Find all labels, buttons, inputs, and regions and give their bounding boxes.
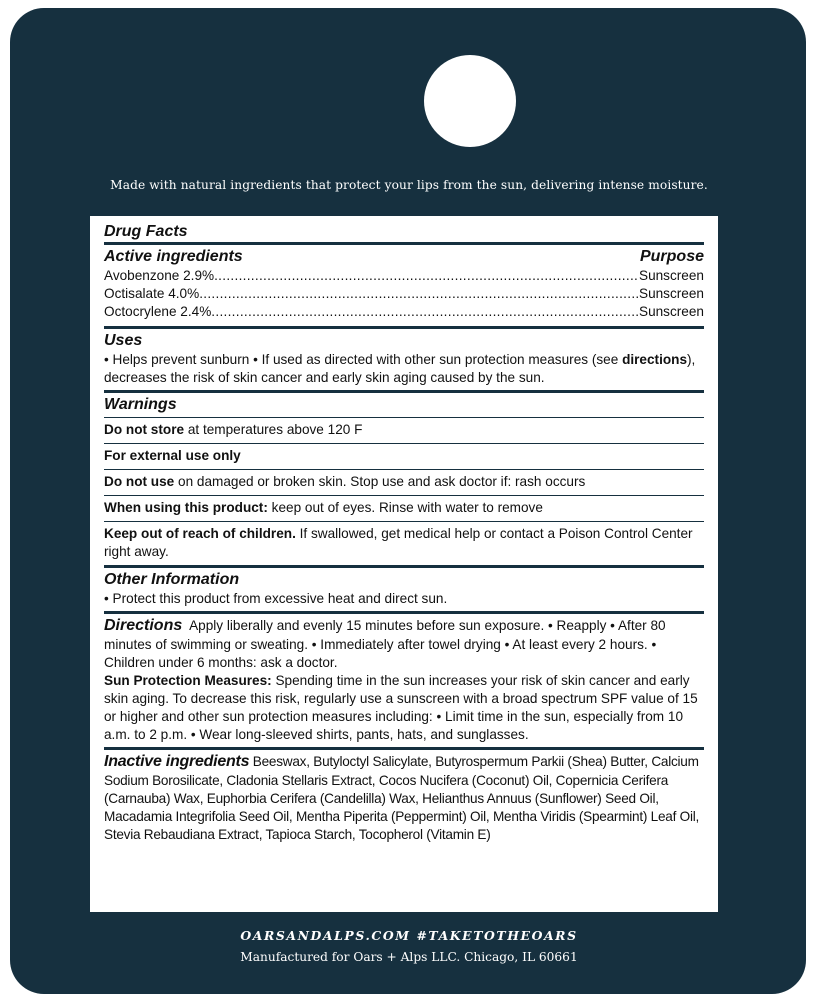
- warning-external-text: For external use only: [104, 448, 241, 463]
- active-ingredients-section: [104, 245, 704, 327]
- directions-text: [104, 616, 704, 672]
- ingredient-purpose: Sunscreen: [639, 304, 704, 319]
- spm-bold: Sun Protection Measures:: [104, 673, 272, 688]
- warning-dnu-text: on damaged or broken skin. Stop use and ask doctor if: rash occurs: [174, 474, 586, 489]
- sun-protection-measures: [104, 672, 704, 744]
- warning-store-bold: Do not store: [104, 422, 185, 437]
- leader-dots: [199, 285, 639, 303]
- warning-do-not-use: [104, 470, 704, 496]
- uses-section: [104, 329, 704, 393]
- hang-hole: [424, 55, 516, 147]
- uses-text: [104, 351, 704, 387]
- other-information-heading: Other Information: [104, 571, 240, 588]
- ingredient-name: Octocrylene 2.4%: [104, 304, 212, 319]
- ingredient-purpose: Sunscreen: [639, 286, 704, 301]
- manufacturer-line: Manufactured for Oars + Alps LLC. Chicago, IL 60661: [240, 950, 578, 964]
- leader-dots: [214, 267, 639, 285]
- tagline: Made with natural ingredients that protect your lips from the sun, delivering intense moisture.: [110, 178, 708, 192]
- warning-keep-bold: Keep out of reach of children.: [104, 526, 296, 541]
- other-information-section: [104, 568, 704, 614]
- warning-when-bold: When using this product:: [104, 500, 268, 515]
- warning-keep-out: [104, 522, 704, 568]
- warning-store-text: at temperatures above 120 F: [184, 422, 363, 437]
- uses-text-b: ), decreases the risk of skin cancer and early skin aging caused by the sun.: [104, 352, 696, 385]
- uses-directions-bold: directions: [622, 352, 688, 367]
- drug-facts-panel: [90, 216, 718, 912]
- directions-heading: Directions: [104, 617, 183, 634]
- warning-keep-text: If swallowed, get medical help or contact a Poison Control Center right away.: [104, 526, 693, 559]
- inactive-ingredients-section: [104, 750, 704, 847]
- inactive-ingredients-text: Beeswax, Butyloctyl Salicylate, Butyrospermum Parkii (Shea) Butter, Calcium Sodium Borosilicate, Cladonia Stellaris Extract, Cocos Nucifera (Coconut) Oil, Copernicia Cerifera (Carnauba) Wax, Euphorbia Cerifera (Candelilla) Wax, Helianthus Annuus (Sunflower) Seed Oil, Macadamia Integrifolia Seed Oil, Mentha Piperita (Peppermint) Oil, Mentha Viridis (Spearmint) Leaf Oil, Stevia Rebaudiana Extract, Tapioca Starch, Tocopherol (Vitamin E): [104, 754, 700, 842]
- active-header-row: [104, 247, 704, 267]
- other-information-text: • Protect this product from excessive heat and direct sun.: [104, 591, 448, 606]
- warning-do-not-store: [104, 418, 704, 444]
- warning-when-using: [104, 496, 704, 522]
- leader-dots: [211, 303, 639, 321]
- website-hashtag: OARSANDALPS.COM #TAKETOTHEOARS: [240, 928, 578, 943]
- warnings-heading-row: [104, 393, 704, 418]
- warnings-heading: Warnings: [104, 396, 177, 413]
- warning-dnu-bold: Do not use: [104, 474, 175, 489]
- warning-external: [104, 444, 704, 470]
- ingredient-purpose: Sunscreen: [639, 268, 704, 283]
- active-ingredients-heading: Active ingredients: [104, 248, 243, 265]
- active-ingredient-row: [104, 267, 704, 285]
- active-ingredient-row: [104, 285, 704, 303]
- directions-section: [104, 614, 704, 750]
- directions-body: Apply liberally and evenly 15 minutes before sun exposure. • Reapply • After 80 minutes of swimming or sweating. • Immediately after towel drying • At least every 2 hours. • Children under 6 months: ask a doctor.: [104, 618, 666, 670]
- spm-text: Spending time in the sun increases your risk of skin cancer and early skin aging. To decrease this risk, regularly use a sunscreen with a broad spectrum SPF value of 15 or higher and other sun protection measures including: • Limit time in the sun, especially from 10 a.m. to 2 p.m. • Wear long-sleeved shirts, pants, hats, and sunglasses.: [104, 673, 698, 742]
- ingredient-name: Octisalate 4.0%: [104, 286, 200, 301]
- ingredient-name: Avobenzone 2.9%: [104, 268, 215, 283]
- purpose-heading: Purpose: [639, 248, 704, 265]
- inactive-ingredients-heading: Inactive ingredients: [104, 753, 250, 770]
- uses-text-a: • Helps prevent sunburn • If used as directed with other sun protection measures (see: [104, 352, 619, 367]
- warning-when-text: keep out of eyes. Rinse with water to remove: [267, 500, 543, 515]
- uses-heading: Uses: [104, 332, 143, 349]
- drug-facts-title: Drug Facts: [104, 222, 704, 245]
- active-ingredient-row: [104, 303, 704, 323]
